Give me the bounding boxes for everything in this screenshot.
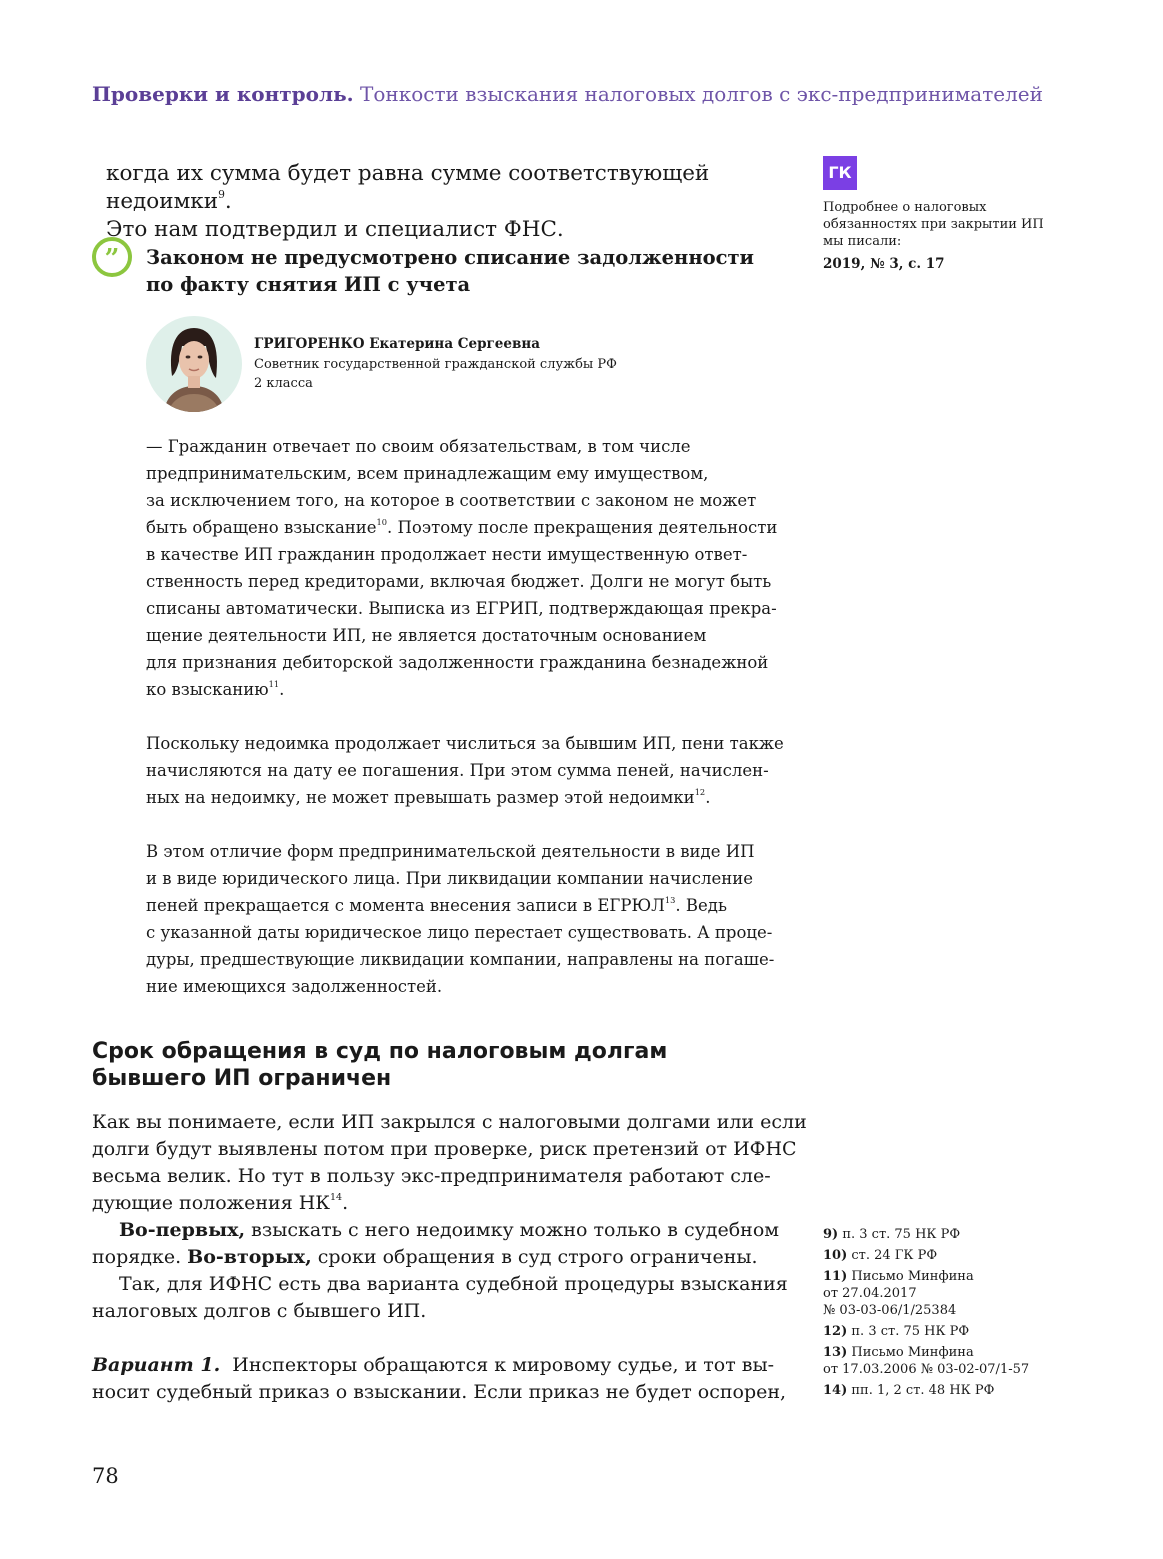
footnote-item [823,1323,1083,1340]
footnote-item [823,1268,1083,1319]
bold-term: Во-первых, [119,1219,246,1241]
section-heading-line-1: Срок обращения в суд по налоговым долгам [92,1039,668,1064]
text-fragment: ных на недоимку, не может превышать размер этой недоимки [146,788,695,807]
text-line: с указанной даты юридическое лицо перестает существовать. А проце- [146,923,773,942]
text-line: долги будут выявлены потом при проверке, риск претензий от ИФНС [92,1138,797,1160]
text-line [146,784,776,811]
footnote-item [823,1344,1083,1378]
expert-position-line-2: 2 класса [254,376,313,391]
footnote-ref: 14 [330,1192,343,1204]
text-line [146,676,776,703]
text-fragment: . Поэтому после прекращения деятельности [387,518,778,537]
section-heading [92,1038,792,1092]
footnote-ref: 11 [268,679,280,690]
text-fragment: . Ведь [675,896,727,915]
footnote-number: 12) [823,1324,848,1339]
text-fragment: порядке. [92,1246,188,1268]
footnote-ref: 9 [218,188,225,202]
bold-term: Во-вторых, [187,1246,312,1268]
text-line: налоговых долгов с бывшего ИП. [92,1300,427,1322]
footnote-item [823,1226,1083,1243]
text-fragment: . [279,680,285,699]
text-fragment: . [342,1192,349,1214]
sidebar-note-line: мы писали: [823,234,902,249]
text-line: и в виде юридического лица. При ликвидации компании начисление [146,869,753,888]
text-line [92,1244,782,1271]
expert-avatar [146,316,242,412]
sidebar-note-line: обязанностях при закрытии ИП [823,217,1044,232]
text-fragment: сроки обращения в суд строго ограничены. [311,1246,758,1268]
text-line: ние имеющихся задолженностей. [146,977,443,996]
expert-position-line-1: Советник государственной гражданской службы РФ [254,357,617,372]
lead-paragraph [106,160,796,244]
footnote-text: п. 3 ст. 75 НК РФ [851,1324,970,1339]
text-fragment: взыскать с него недоимку можно только в судебном [245,1219,780,1241]
quote-body [146,433,784,1027]
footnote-ref: 10 [376,517,388,528]
quote-title-line-1: Законом не предусмотрено списание задолженности [146,246,755,269]
text-fragment: . [705,788,711,807]
text-line: Поскольку недоимка продолжает числиться за бывшим ИП, пени также [146,734,784,753]
text-line: носит судебный приказ о взыскании. Если приказ не будет оспорен, [92,1381,787,1403]
footnote-text: от 27.04.2017 [823,1286,917,1301]
page-number: 78 [92,1464,119,1488]
text-line [146,892,776,919]
footnote-ref: 12 [694,787,706,798]
expert-name: ГРИГОРЕНКО Екатерина Сергеевна [254,336,540,352]
sidebar-note [823,199,1063,250]
text-fragment: быть обращено взыскание [146,518,377,537]
footnote-text: пп. 1, 2 ст. 48 НК РФ [851,1383,995,1398]
footnote-text: № 03-03-06/1/25384 [823,1303,957,1318]
footnote-number: 10) [823,1248,848,1263]
text-fragment: Инспекторы обращаются к мировому судье, и тот вы- [232,1354,775,1376]
sidebar-note-line: Подробнее о налоговых [823,200,987,215]
footnotes [823,1226,1083,1403]
text-line: Как вы понимаете, если ИП закрылся с налоговыми долгами или если [92,1111,807,1133]
expert-position [254,355,654,393]
header-section: Проверки и контроль. [92,82,354,106]
footnote-number: 11) [823,1269,848,1284]
footnote-item [823,1247,1083,1264]
footnote-text: Письмо Минфина [851,1269,974,1284]
footnote-number: 9) [823,1227,839,1242]
text-line: щение деятельности ИП, не является достаточным основанием [146,626,707,645]
quote-paragraph [146,838,776,1000]
svg-text:”: ” [104,244,120,274]
quote-title [146,244,766,298]
text-line: дуры, предшествующие ликвидации компании, направлены на погаше- [146,950,775,969]
text-line [92,1352,782,1379]
quote-paragraph [146,730,784,811]
text-line: за исключением того, на которое в соответствии с законом не может [146,491,757,510]
text-fragment: пеней прекращается с момента внесения записи в ЕГРЮЛ [146,896,665,915]
text-line [92,1217,782,1244]
sidebar-reference-link[interactable]: 2019, № 3, с. 17 [823,256,945,272]
text-line: начисляются на дату ее погашения. При этом сумма пеней, начислен- [146,761,769,780]
text-fragment: ко взысканию [146,680,269,699]
lead-line-2: Это нам подтвердил и специалист ФНС. [106,217,564,242]
footnote-text: Письмо Минфина [851,1345,974,1360]
text-line: Так, для ИФНС есть два варианта судебной процедуры взыскания [119,1273,788,1295]
footnote-text: ст. 24 ГК РФ [851,1248,938,1263]
footnote-number: 14) [823,1383,848,1398]
text-line: — Гражданин отвечает по своим обязательствам, в том числе [146,437,691,456]
quote-title-line-2: по факту снятия ИП с учета [146,273,471,296]
header-title: Тонкости взыскания налоговых долгов с экс-предпринимателей [360,82,1043,106]
section-heading-line-2: бывшего ИП ограничен [92,1066,392,1091]
running-header [92,82,1043,106]
paragraph-gap [92,1325,782,1352]
main-text [92,1109,807,1406]
variant-label: Вариант 1. [92,1354,221,1376]
magazine-logo: ГК [823,156,857,190]
text-line [146,514,776,541]
text-fragment: дующие положения НК [92,1192,330,1214]
quote-icon [92,237,132,277]
lead-line-1-end: . [224,189,232,214]
footnote-item [823,1382,1083,1399]
footnote-text: от 17.03.2006 № 03-02-07/1-57 [823,1362,1030,1377]
quote-paragraph [146,433,776,703]
text-line: в качестве ИП гражданин продолжает нести имущественную ответ- [146,545,748,564]
text-line: В этом отличие форм предпринимательской деятельности в виде ИП [146,842,755,861]
text-line: весьма велик. Но тут в пользу экс-предпринимателя работают сле- [92,1165,771,1187]
text-line: для признания дебиторской задолженности гражданина безнадежной [146,653,769,672]
text-line: предпринимательским, всем принадлежащим ему имуществом, [146,464,709,483]
footnote-ref: 13 [664,895,676,906]
text-line: списаны автоматически. Выписка из ЕГРИП, подтверждающая прекра- [146,599,777,618]
lead-line-1: когда их сумма будет равна сумме соответствующей недоимки [106,161,710,214]
footnote-text: п. 3 ст. 75 НК РФ [842,1227,961,1242]
footnote-number: 13) [823,1345,848,1360]
text-line [92,1190,782,1217]
text-line: ственность перед кредиторами, включая бюджет. Долги не могут быть [146,572,772,591]
